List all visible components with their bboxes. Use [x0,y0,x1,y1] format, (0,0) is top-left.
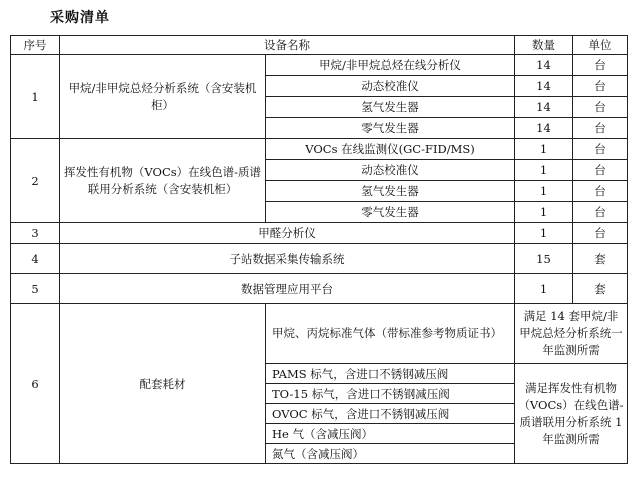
system-name-cell: 甲烷/非甲烷总烃分析系统（含安装机柜） [60,55,266,139]
seq-cell: 5 [11,274,60,304]
table-row [11,223,628,244]
unit-cell: 台 [573,139,628,160]
unit-cell: 套 [573,244,628,274]
consumable-cell: He 气（含减压阀） [266,424,515,444]
qty-cell: 14 [515,55,573,76]
table-row [11,304,628,364]
item-name-cell: 子站数据采集传输系统 [60,244,515,274]
consumable-cell: 甲烷、丙烷标准气体（带标准参考物质证书） [266,304,515,364]
qty-cell: 1 [515,139,573,160]
table-row [11,139,628,160]
qty-cell: 1 [515,223,573,244]
table-row [11,244,628,274]
table-row [11,274,628,304]
unit-cell: 台 [573,97,628,118]
item-name-cell: 氢气发生器 [266,181,515,202]
usage-note-cell: 满足挥发性有机物（VOCs）在线色谱-质谱联用分析系统 1 年监测所需 [515,364,628,464]
unit-cell: 套 [573,274,628,304]
seq-cell: 2 [11,139,60,223]
item-name-cell: 动态校准仪 [266,76,515,97]
page-title: 采购清单 [50,10,110,26]
qty-cell: 1 [515,160,573,181]
header-qty: 数量 [515,36,573,55]
item-name-cell: 甲烷/非甲烷总烃在线分析仪 [266,55,515,76]
qty-cell: 14 [515,97,573,118]
consumable-cell: TO-15 标气，含进口不锈钢减压阀 [266,384,515,404]
system-name-cell: 配套耗材 [60,304,266,464]
header-seq: 序号 [11,36,60,55]
item-name-cell: 甲醛分析仪 [60,223,515,244]
unit-cell: 台 [573,76,628,97]
consumable-cell: OVOC 标气，含进口不锈钢减压阀 [266,404,515,424]
qty-cell: 14 [515,76,573,97]
unit-cell: 台 [573,202,628,223]
seq-cell: 4 [11,244,60,274]
table-row [11,55,628,76]
unit-cell: 台 [573,181,628,202]
qty-cell: 1 [515,181,573,202]
header-unit: 单位 [573,36,628,55]
qty-cell: 14 [515,118,573,139]
qty-cell: 1 [515,202,573,223]
item-name-cell: 氢气发生器 [266,97,515,118]
system-name-cell: 挥发性有机物（VOCs）在线色谱-质谱联用分析系统（含安装机柜） [60,139,266,223]
header-row [11,36,628,55]
unit-cell: 台 [573,223,628,244]
item-name-cell: 数据管理应用平台 [60,274,515,304]
unit-cell: 台 [573,118,628,139]
qty-cell: 1 [515,274,573,304]
consumable-cell: PAMS 标气，含进口不锈钢减压阀 [266,364,515,384]
usage-note-cell: 满足 14 套甲烷/非甲烷总烃分析系统一年监测所需 [515,304,628,364]
seq-cell: 1 [11,55,60,139]
qty-cell: 15 [515,244,573,274]
item-name-cell: 零气发生器 [266,202,515,223]
consumable-cell: 氮气（含减压阀） [266,444,515,464]
item-name-cell: VOCs 在线监测仪(GC-FID/MS) [266,139,515,160]
seq-cell: 3 [11,223,60,244]
item-name-cell: 零气发生器 [266,118,515,139]
header-name: 设备名称 [60,36,515,55]
unit-cell: 台 [573,160,628,181]
unit-cell: 台 [573,55,628,76]
purchase-list-table [10,35,628,464]
item-name-cell: 动态校准仪 [266,160,515,181]
seq-cell: 6 [11,304,60,464]
